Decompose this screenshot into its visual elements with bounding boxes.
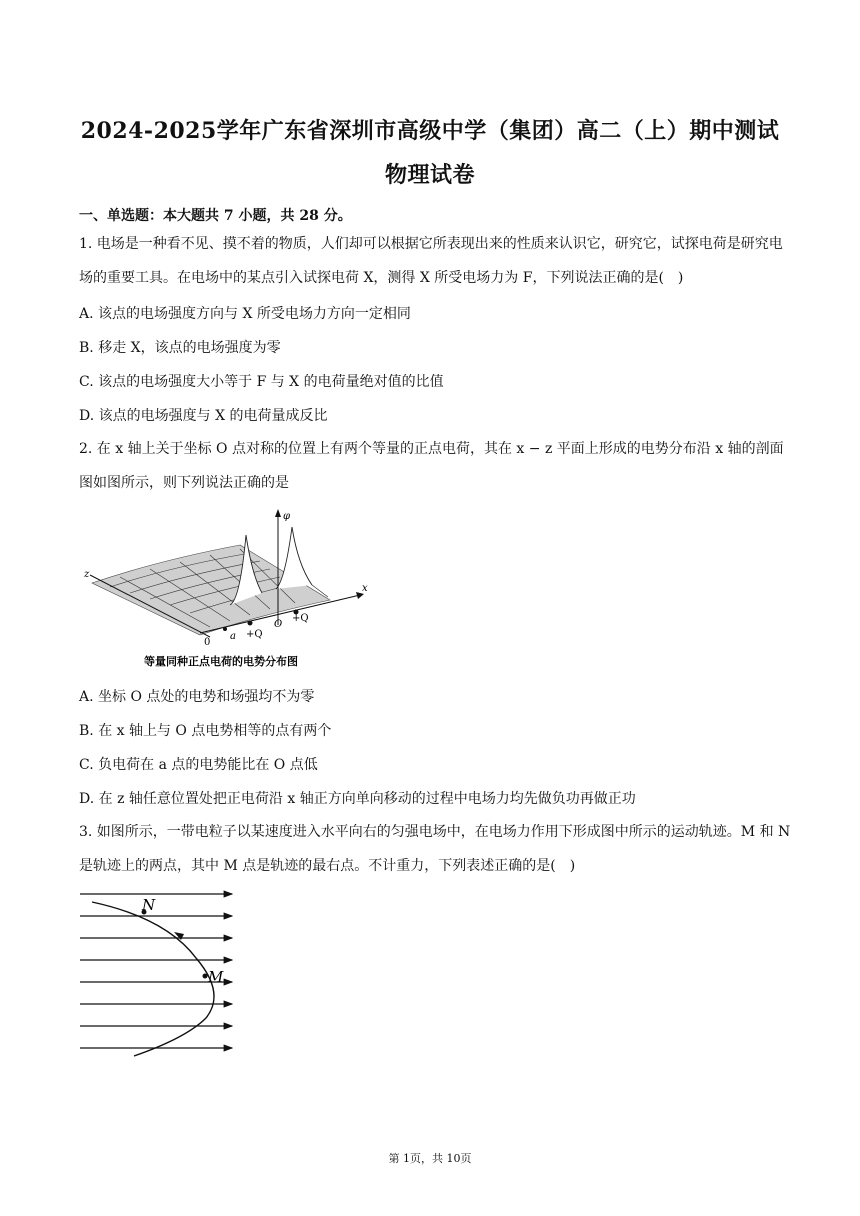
phi-axis-arrow xyxy=(275,509,281,517)
q1-option-d: D. 该点的电场强度与 X 的电荷量成反比 xyxy=(79,408,328,424)
center-o-label: O xyxy=(274,619,283,630)
q1-option-c: C. 该点的电场强度大小等于 F 与 X 的电荷量绝对值的比值 xyxy=(79,374,444,390)
point-a-dot xyxy=(223,627,227,631)
charge-1-label: +Q xyxy=(246,629,263,640)
exam-title-line1: 2024-2025学年广东省深圳市高级中学（集团）高二（上）期中测试 xyxy=(80,118,780,144)
q1-stem: 1. 电场是一种看不见、摸不着的物质，人们却可以根据它所表现出来的性质来认识它，研究它，试探电荷是研究电场的重要工具。在电场中的某点引入试探电荷 X，测得 X 所受电场力为 F，下列说法正确的是( ) xyxy=(79,236,783,286)
point-n-label: N xyxy=(142,896,156,914)
potential-distribution-figure xyxy=(80,505,380,675)
q1-option-b: B. 移走 X，该点的电场强度为零 xyxy=(79,340,281,356)
origin-label: 0 xyxy=(204,637,211,648)
point-a-label: a xyxy=(230,631,236,642)
exam-title-line2: 物理试卷 xyxy=(384,162,475,188)
trajectory-arrow xyxy=(174,932,184,940)
q2-option-b: B. 在 x 轴上与 O 点电势相等的点有两个 xyxy=(79,723,332,739)
q2-stem: 2. 在 x 轴上关于坐标 O 点对称的位置上有两个等量的正点电荷，其在 x − z 平面上形成的电势分布沿 x 轴的剖面图如图所示，则下列说法正确的是 xyxy=(79,441,784,491)
phi-label: φ xyxy=(283,511,291,522)
q2-option-c: C. 负电荷在 a 点的电势能比在 O 点低 xyxy=(79,757,318,773)
charge-1-dot xyxy=(248,621,253,626)
trajectory-curve xyxy=(92,902,214,1056)
charge-2-label: +Q xyxy=(292,613,309,624)
q3-stem: 3. 如图所示，一带电粒子以某速度进入水平向右的匀强电场中，在电场力作用下形成图中所示的运动轨迹。M 和 N 是轨迹上的两点，其中 M 点是轨迹的最右点。不计重力，下列表述正确的是( ) xyxy=(79,824,791,874)
q2-option-a: A. 坐标 O 点处的电势和场强均不为零 xyxy=(79,689,315,705)
point-m-dot xyxy=(203,974,208,979)
figure-caption: 等量同种正点电荷的电势分布图 xyxy=(144,655,298,668)
q1-option-a: A. 该点的电场强度方向与 X 所受电场力方向一定相同 xyxy=(79,306,411,322)
uniform-field-figure xyxy=(76,888,246,1063)
q2-option-d: D. 在 z 轴任意位置处把正电荷沿 x 轴正方向单向移动的过程中电场力均先做负功再做正功 xyxy=(79,791,636,807)
page-footer: 第 1页，共 10页 xyxy=(388,1152,472,1165)
z-label: z xyxy=(84,569,90,580)
point-m-label: M xyxy=(208,968,224,986)
x-label: x xyxy=(362,583,368,594)
section-heading: 一、单选题：本大题共 7 小题，共 28 分。 xyxy=(79,208,352,224)
